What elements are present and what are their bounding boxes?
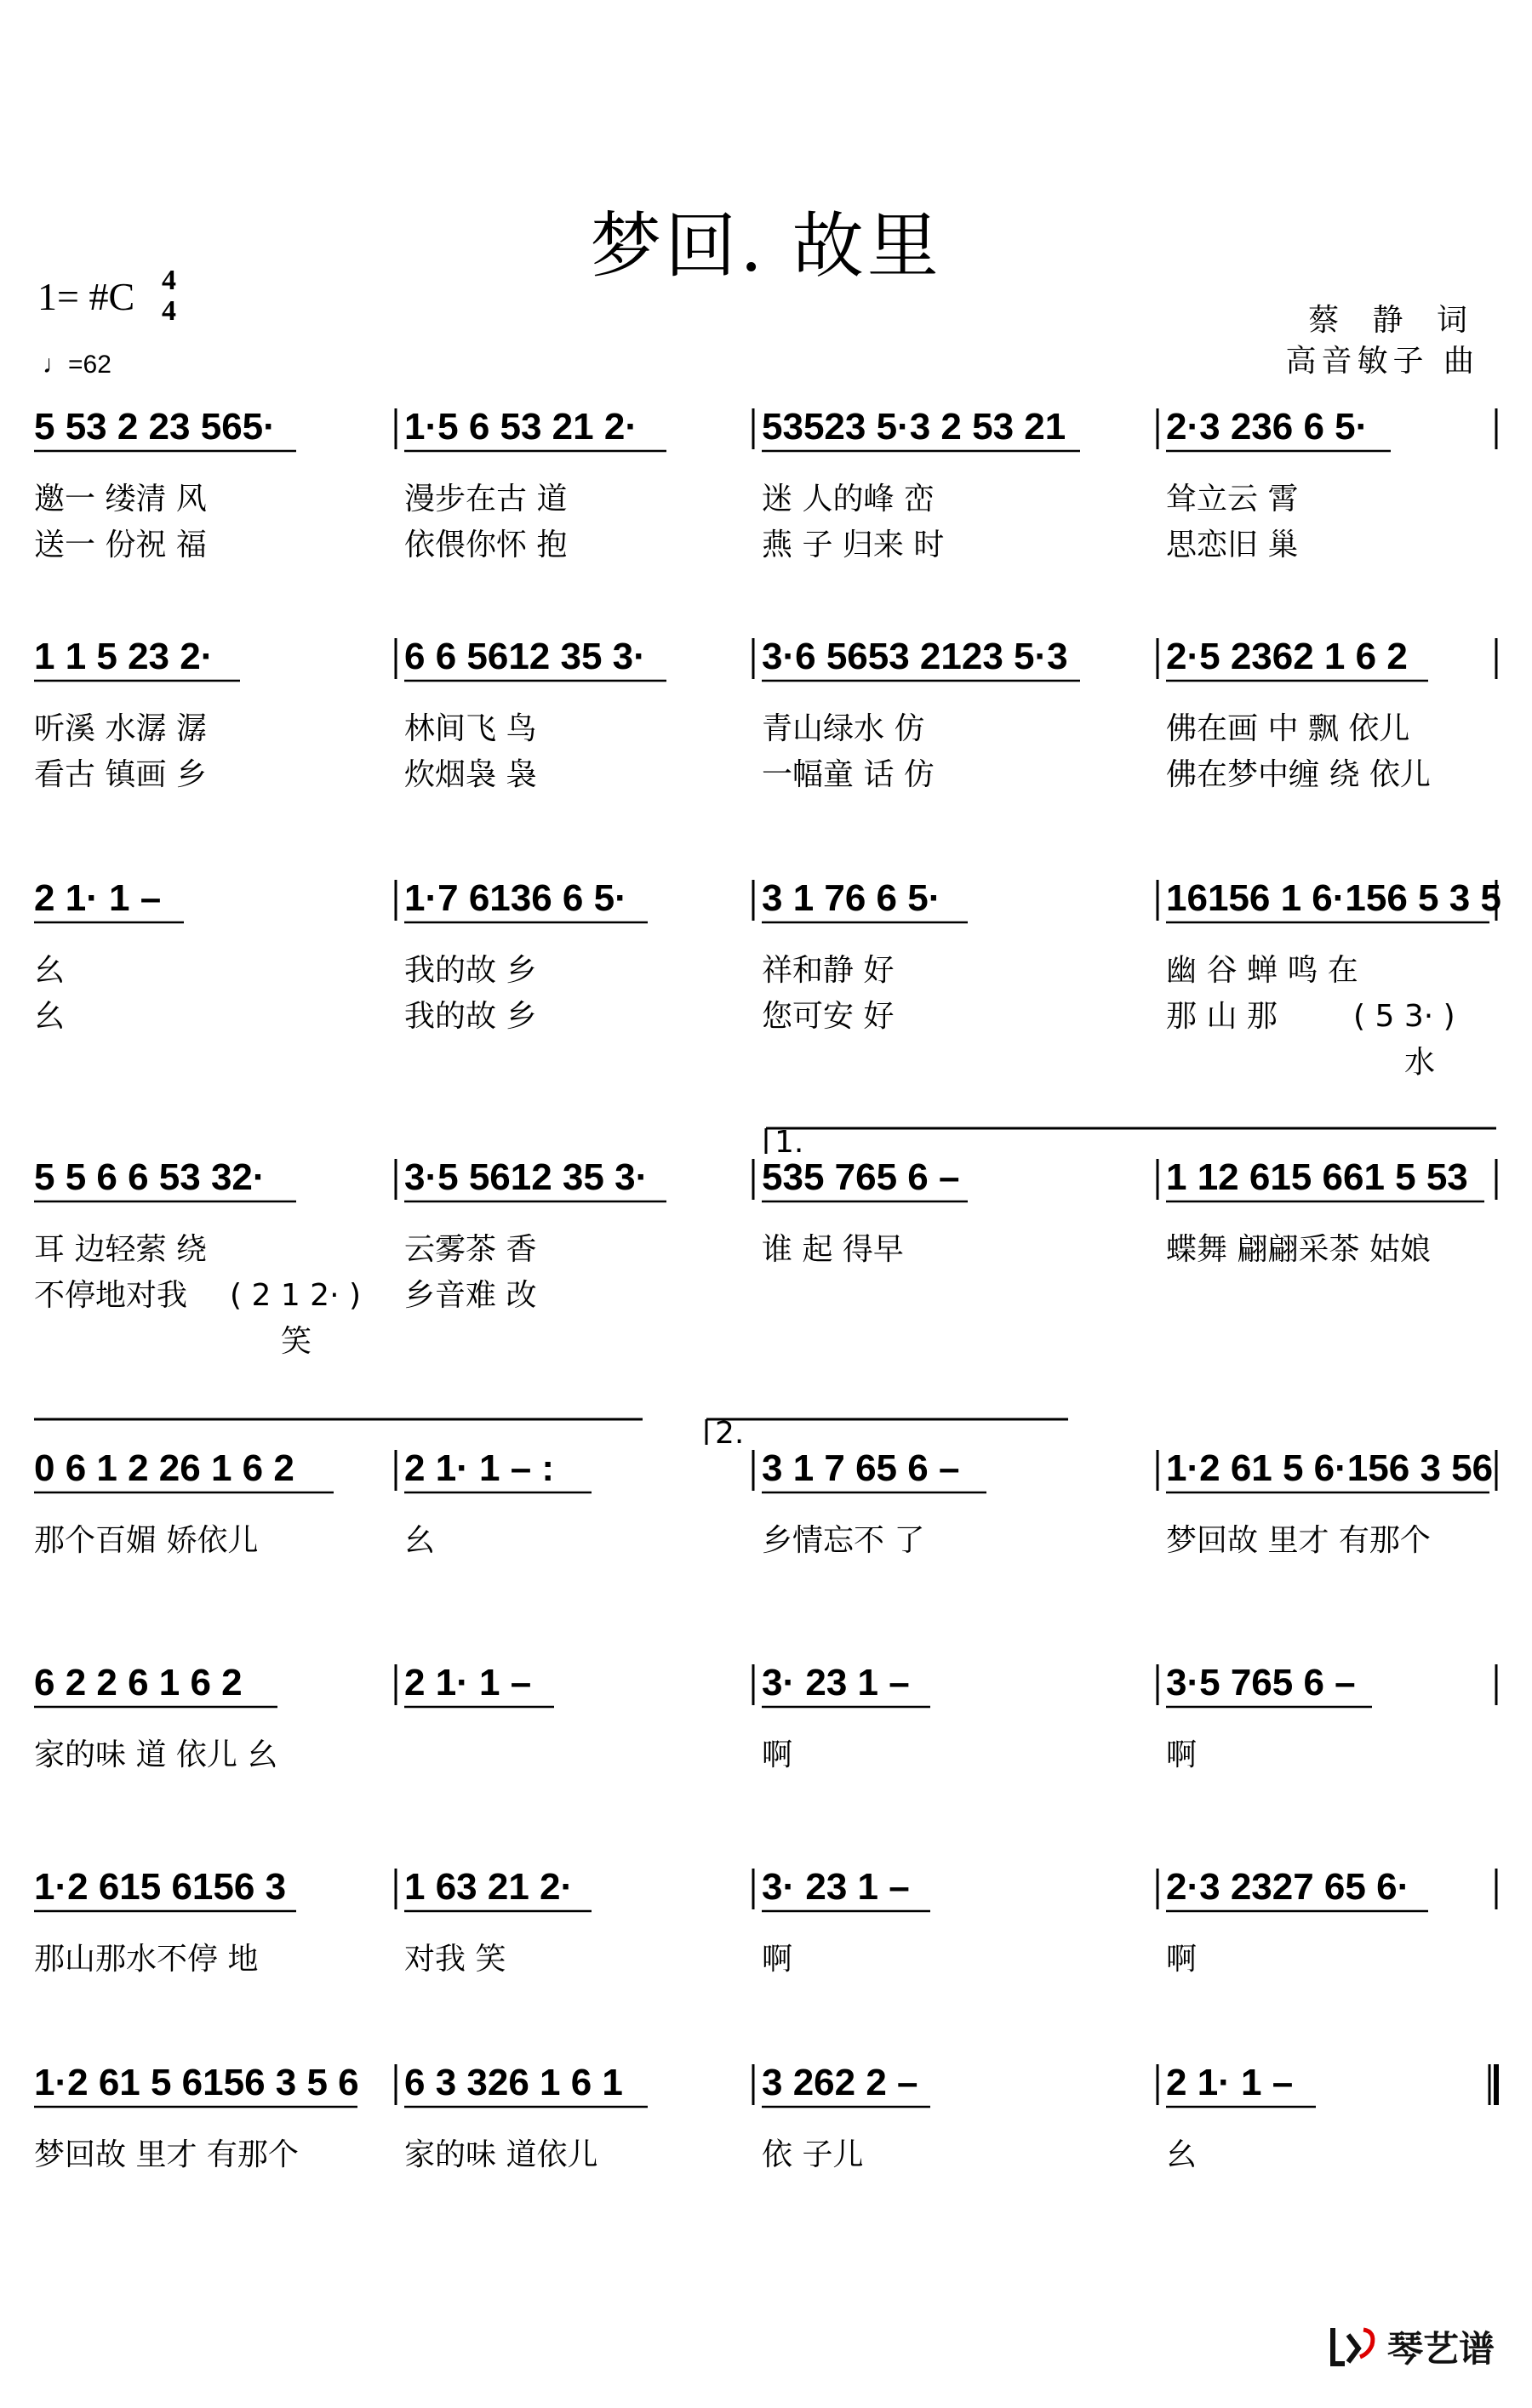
- lyric-verse-1: 幺: [34, 953, 66, 988]
- measure-notes: 3· 23 1 –: [762, 1662, 910, 1703]
- lyric-verse-1: 啊: [762, 1942, 793, 1977]
- tempo-value: =62: [68, 351, 111, 379]
- measure-notes: 2·3 2327 65 6·: [1166, 1866, 1410, 1908]
- meter-top: 4: [162, 265, 176, 296]
- measure-notes: 3·6 5653 2123 5·3: [762, 636, 1068, 677]
- alternate-lyric: 水: [1404, 1045, 1436, 1080]
- alternate-lyric: 笑: [281, 1324, 312, 1359]
- lyric-verse-1: 家的味 道依儿: [404, 2137, 598, 2172]
- measure-notes: 3·5 5612 35 3·: [404, 1156, 649, 1198]
- measure-notes: 2 1· 1 –: [404, 1662, 532, 1703]
- measure-notes: 53523 5·3 2 53 21: [762, 406, 1066, 448]
- measure-notes: 3· 23 1 –: [762, 1866, 910, 1908]
- lyric-verse-1: 听溪 水潺 潺: [34, 711, 207, 746]
- meter-bottom: 4: [162, 295, 176, 327]
- measure-notes: 1·2 61 5 6·156 3 56: [1166, 1447, 1494, 1489]
- lyric-verse-2: 看古 镇画 乡: [34, 757, 207, 792]
- measure-notes: 6 2 2 6 1 6 2: [34, 1662, 243, 1703]
- alternate-notes: ( 2 1 2· ): [230, 1278, 362, 1313]
- lyric-verse-1: 幺: [1166, 2137, 1198, 2172]
- logo-text: 琴艺谱: [1386, 2328, 1495, 2370]
- volta-label: 1.: [775, 1125, 804, 1160]
- site-logo: [1329, 2321, 1495, 2372]
- lyric-verse-2: 幺: [34, 999, 66, 1034]
- measure-notes: 2·5 2362 1 6 2: [1166, 636, 1408, 677]
- measure-notes: 5 53 2 23 565·: [34, 406, 276, 448]
- measure-notes: 1·2 61 5 6156 3 5 6: [34, 2062, 359, 2103]
- lyric-verse-2: 您可安 好: [762, 999, 895, 1034]
- lyric-verse-2: 那 山 那: [1166, 999, 1278, 1034]
- song-title: 梦回. 故里: [590, 204, 942, 288]
- measure-notes: 2 1· 1 –: [34, 877, 162, 919]
- measure-notes: 2 1· 1 – :: [404, 1447, 555, 1489]
- lyric-verse-1: 蝶舞 翩翩采茶 姑娘: [1166, 1232, 1431, 1267]
- lyric-verse-1: 乡情忘不 了: [762, 1523, 925, 1558]
- lyric-verse-2: 一幅童 话 仿: [762, 757, 935, 792]
- lyric-verse-1: 啊: [1166, 1942, 1198, 1977]
- measure-notes: 1·5 6 53 21 2·: [404, 406, 637, 448]
- lyric-verse-1: 云雾茶 香: [404, 1232, 537, 1267]
- lyric-verse-1: 啊: [762, 1738, 793, 1772]
- key-signature: 1= #C: [37, 275, 135, 318]
- lyric-verse-2: 乡音难 改: [404, 1278, 537, 1313]
- measure-notes: 3 1 7 65 6 –: [762, 1447, 960, 1489]
- lyric-verse-1: 幽 谷 蝉 鸣 在: [1166, 953, 1358, 988]
- lyric-verse-2: 炊烟袅 袅: [404, 757, 537, 792]
- lyric-verse-1: 依 子儿: [762, 2137, 864, 2172]
- measure-notes: 1 12 615 661 5 53: [1166, 1156, 1468, 1198]
- lyric-verse-1: 谁 起 得早: [762, 1232, 904, 1267]
- measure-notes: 1 1 5 23 2·: [34, 636, 214, 677]
- lyric-verse-1: 那山那水不停 地: [34, 1942, 259, 1977]
- lyric-verse-2: 不停地对我: [34, 1278, 188, 1313]
- measure-notes: 0 6 1 2 26 1 6 2: [34, 1447, 294, 1489]
- lyric-verse-1: 对我 笑: [404, 1942, 506, 1977]
- lyricist-credit: 蔡 静 词: [1308, 303, 1479, 338]
- lyric-verse-1: 我的故 乡: [404, 953, 537, 988]
- measure-notes: 3 1 76 6 5·: [762, 877, 941, 919]
- lyric-verse-1: 幺: [404, 1523, 436, 1558]
- measure-notes: 1 63 21 2·: [404, 1866, 574, 1908]
- logo-icon: [1329, 2323, 1381, 2371]
- measure-notes: 6 6 5612 35 3·: [404, 636, 646, 677]
- lyric-verse-2: 送一 份祝 福: [34, 528, 207, 562]
- lyric-verse-1: 啊: [1166, 1738, 1198, 1772]
- lyric-verse-2: 依偎你怀 抱: [404, 528, 568, 562]
- lyric-verse-1: 耸立云 霄: [1166, 482, 1299, 516]
- composer-credit: 高音敏子 曲: [1285, 344, 1479, 379]
- lyric-verse-1: 迷 人的峰 峦: [762, 482, 935, 516]
- lyric-verse-1: 邀一 缕清 风: [34, 482, 207, 516]
- lyric-verse-2: 我的故 乡: [404, 999, 537, 1034]
- measure-notes: 535 765 6 –: [762, 1156, 960, 1198]
- quarter-note-icon: ♩: [43, 351, 68, 379]
- alternate-notes: ( 5 3· ): [1353, 999, 1455, 1034]
- lyric-verse-1: 耳 边轻萦 绕: [34, 1232, 207, 1267]
- lyric-verse-1: 漫步在古 道: [404, 482, 568, 516]
- lyric-verse-1: 梦回故 里才 有那个: [1166, 1523, 1431, 1558]
- lyric-verse-2: 思恋旧 巢: [1166, 528, 1299, 562]
- measure-notes: 5 5 6 6 53 32·: [34, 1156, 266, 1198]
- lyric-verse-1: 祥和静 好: [762, 953, 895, 988]
- lyric-verse-1: 家的味 道 依儿 幺: [34, 1738, 278, 1772]
- volta-label: 2.: [715, 1416, 745, 1451]
- measure-notes: 16156 1 6·156 5 3 5: [1166, 877, 1501, 919]
- lyric-verse-1: 佛在画 中 飘 依儿: [1166, 711, 1410, 746]
- measure-notes: 3·5 765 6 –: [1166, 1662, 1356, 1703]
- lyric-verse-1: 林间飞 鸟: [404, 711, 537, 746]
- lyric-verse-1: 青山绿水 仿: [762, 711, 925, 746]
- measure-notes: 1·2 615 6156 3: [34, 1866, 287, 1908]
- measure-notes: 6 3 326 1 6 1: [404, 2062, 623, 2103]
- lyric-verse-2: 佛在梦中缠 绕 依儿: [1166, 757, 1431, 792]
- lyric-verse-1: 梦回故 里才 有那个: [34, 2137, 299, 2172]
- measure-notes: 2 1· 1 –: [1166, 2062, 1294, 2103]
- lyric-verse-2: 燕 子 归来 时: [762, 528, 945, 562]
- measure-notes: 2·3 236 6 5·: [1166, 406, 1369, 448]
- measure-notes: 3 262 2 –: [762, 2062, 918, 2103]
- lyric-verse-1: 那个百媚 娇依儿: [34, 1523, 259, 1558]
- measure-notes: 1·7 6136 6 5·: [404, 877, 627, 919]
